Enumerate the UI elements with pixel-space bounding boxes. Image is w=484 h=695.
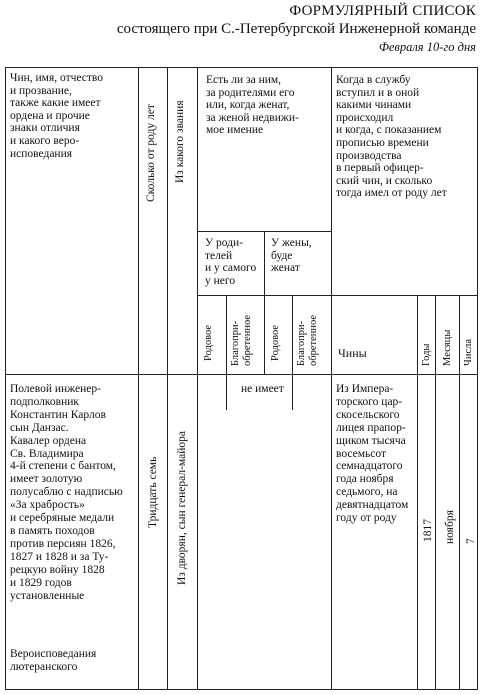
col-header-days: Числа xyxy=(463,338,474,366)
col-header-rank-name: Чин, имя, отчество и прозвание, также какие имеет ордена и прочие знаки отличия и какого веро- исповедания xyxy=(10,72,104,160)
col-header-service: Когда в службу вступил и в оной какими чинами происходил и когда, с показанием прописью времени производства в первый офицер- ский чин, и сколько тогда имел от роду лет xyxy=(336,74,447,200)
officer-age: Тридцать семь xyxy=(147,456,159,528)
col-header-acquired-parents: Благопри- обретенное xyxy=(230,314,253,366)
officer-year: 1817 xyxy=(422,519,434,542)
officer-origin: Из дворян, сын генерал-майора xyxy=(176,431,188,585)
officer-service: Из Импера- торского цар- скосельского лицея прапор- щиком тысяча восемьсот семнадцатого года ноября седьмого, на девятнадцатом году от роду xyxy=(336,383,409,525)
officer-rank-name: Полевой инженер- подполковник Константин Карлов сын Данзас. Кавалер ордена Св. Владимира 4-й степени с бантом, имеет золотую полусаблю с надписью «За храбрость» и серебряные медали в память походов против персиян 1826, 1827 и 1828 и за Ту- рецкую войну 1828 и 1829 годов установленные xyxy=(10,383,123,602)
col-header-years: Годы xyxy=(421,343,432,366)
col-header-ancestral-wife: Родовое xyxy=(270,324,281,361)
col-header-ranks: Чины xyxy=(338,346,367,360)
col-header-estate: Есть ли за ним, за родителями его или, когда женат, за женой недвижи- мое имение xyxy=(206,74,299,137)
col-header-estate-parents: У роди- телей и у самого у него xyxy=(205,237,257,287)
officer-religion: Вероисповедания лютеранского xyxy=(10,648,97,673)
col-header-estate-wife: У жены, буде женат xyxy=(271,237,312,275)
document-title: ФОРМУЛЯРНЫЙ СПИСОК xyxy=(289,3,476,19)
col-header-acquired-wife: Благопри- обретенное xyxy=(296,314,319,366)
col-header-age: Сколько от роду лет xyxy=(145,104,157,202)
document-date: Февраля 10-го дня xyxy=(378,40,476,54)
col-header-months: Месяцы xyxy=(442,329,453,366)
officer-month: ноября xyxy=(444,510,456,544)
officer-day: 7 xyxy=(465,538,477,544)
document-subtitle: состоящего при С.-Петербургской Инженерной команде xyxy=(116,21,476,37)
col-header-ancestral-parents: Родовое xyxy=(203,324,214,361)
officer-estate: не имеет xyxy=(241,383,284,395)
col-header-origin: Из какого звания xyxy=(174,100,186,183)
